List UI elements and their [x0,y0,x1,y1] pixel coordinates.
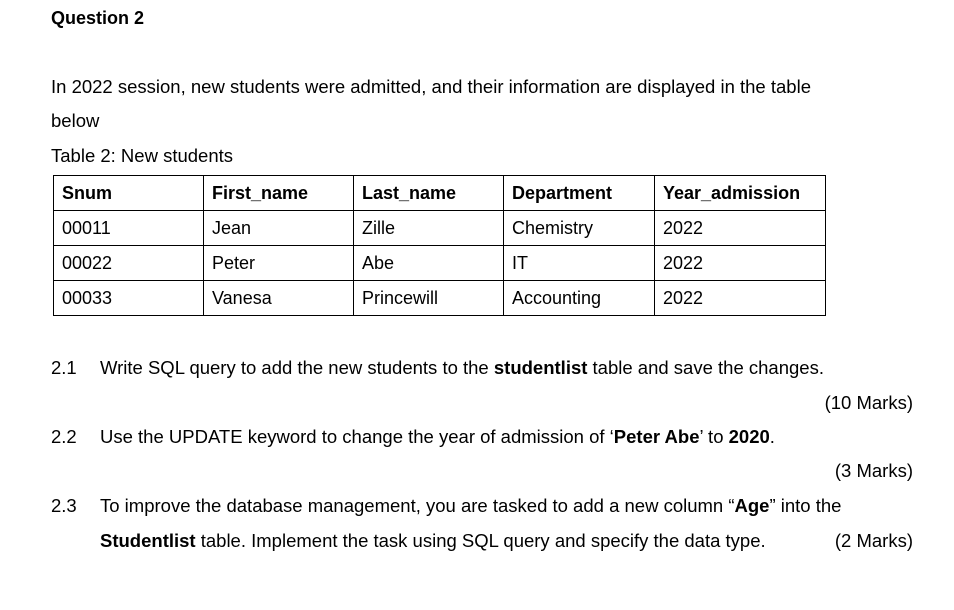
cell-last-name: Zille [354,211,504,246]
table-row [54,281,826,316]
cell-department: IT [504,246,655,281]
cell-last-name: Princewill [354,281,504,316]
header-department: Department [504,176,655,211]
cell-year-admission: 2022 [655,281,826,316]
cell-first-name: Jean [204,211,354,246]
intro-line-2: below [51,110,100,131]
question-2-1-marks: (10 Marks) [824,392,913,413]
question-2-2-text: Use the UPDATE keyword to change the year of admission of ‘Peter Abe’ to 2020. [100,426,775,447]
table-header-row [54,176,826,211]
question-2-3-marks: (2 Marks) [834,530,913,551]
question-2-3-number: 2.3 [51,495,77,516]
table-row [54,246,826,281]
question-2-3-text-line-1: To improve the database management, you are tasked to add a new column “Age” into the [100,495,842,516]
cell-year-admission: 2022 [655,246,826,281]
cell-year-admission: 2022 [655,211,826,246]
table-caption: Table 2: New students [51,145,234,166]
cell-last-name: Abe [354,246,504,281]
table-row [54,211,826,246]
cell-snum: 00033 [54,281,204,316]
header-year-admission: Year_admission [655,176,826,211]
cell-snum: 00011 [54,211,204,246]
header-snum: Snum [54,176,204,211]
question-2-1-number: 2.1 [51,357,77,378]
header-first-name: First_name [204,176,354,211]
cell-first-name: Vanesa [204,281,354,316]
question-2-1-text: Write SQL query to add the new students to the studentlist table and save the changes. [100,357,824,378]
cell-first-name: Peter [204,246,354,281]
question-heading: Question 2 [51,8,145,28]
cell-snum: 00022 [54,246,204,281]
cell-department: Chemistry [504,211,655,246]
cell-department: Accounting [504,281,655,316]
question-2-3-text-line-2: Studentlist table. Implement the task using SQL query and specify the data type. [100,530,766,551]
students-table [53,175,826,316]
question-2-2-marks: (3 Marks) [834,460,913,481]
header-last-name: Last_name [354,176,504,211]
question-2-2-number: 2.2 [51,426,77,447]
intro-line-1: In 2022 session, new students were admitted, and their information are displayed in the table [51,76,811,97]
